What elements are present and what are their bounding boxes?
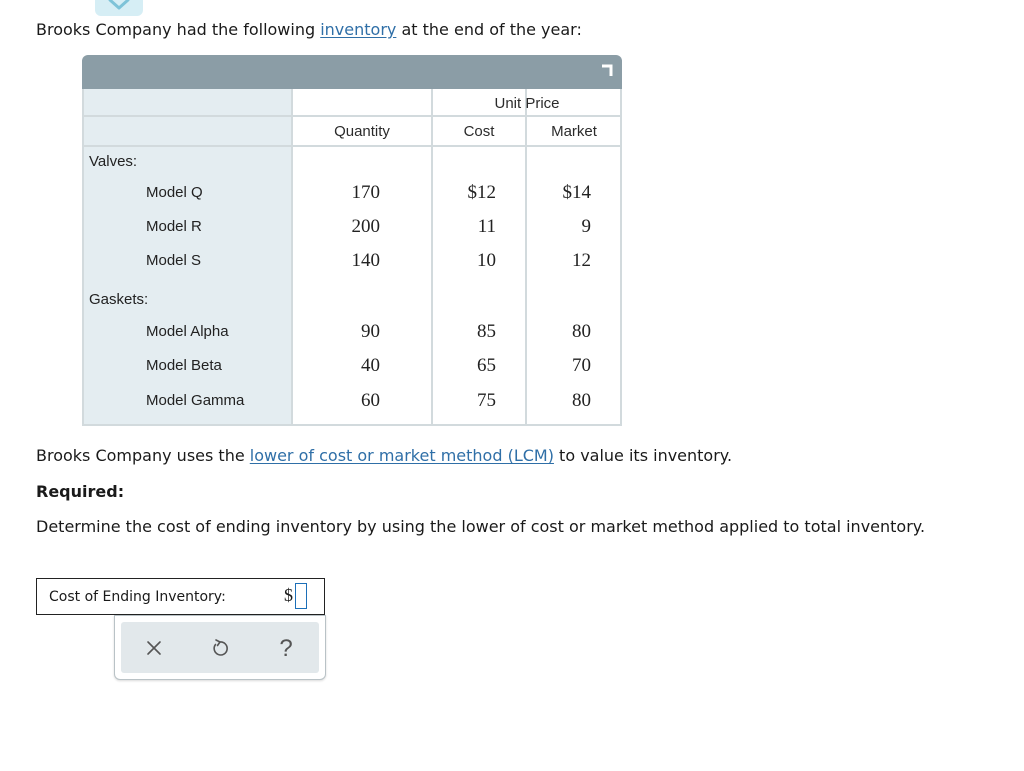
market-cell: 9: [581, 216, 591, 237]
row-label: Model Beta: [146, 357, 222, 374]
quantity-cell: 200: [351, 216, 380, 237]
cost-cell: $12: [467, 182, 496, 203]
cost-header: Cost: [463, 123, 495, 140]
quantity-cell: 60: [361, 390, 380, 411]
lcm-link[interactable]: lower of cost or market method (LCM): [249, 446, 554, 465]
market-cell: 12: [572, 250, 591, 271]
cost-cell: 65: [477, 355, 496, 376]
help-icon: [272, 634, 300, 662]
method-text: Brooks Company uses the lower of cost or market method (LCM) to value its inventory.: [36, 446, 733, 465]
reset-button[interactable]: [206, 634, 234, 662]
group-label-valves: Valves:: [89, 153, 138, 170]
expand-tab[interactable]: [95, 0, 143, 16]
row-label: Model Alpha: [146, 323, 229, 340]
clear-button[interactable]: [140, 634, 168, 662]
answer-toolbar: [114, 615, 326, 680]
answer-row: [36, 578, 325, 615]
quantity-cell: 170: [351, 182, 380, 203]
intro-text: Brooks Company had the following inventory at the end of the year:: [36, 20, 582, 39]
svg-text:?: ?: [279, 635, 293, 662]
cost-cell: 85: [477, 321, 496, 342]
cost-cell: 10: [477, 250, 496, 271]
required-label: Required:: [36, 482, 125, 501]
market-cell: 80: [572, 390, 591, 411]
answer-label: Cost of Ending Inventory:: [49, 589, 226, 605]
unit-price-header: Unit Price: [494, 95, 560, 112]
quantity-cell: 40: [361, 355, 380, 376]
cost-cell: 11: [477, 216, 496, 237]
chevron-down-icon: [108, 0, 130, 10]
expand-corner-icon[interactable]: [600, 63, 614, 77]
reset-icon: [206, 634, 234, 662]
inventory-link[interactable]: inventory: [320, 20, 397, 39]
group-label-gaskets: Gaskets:: [89, 291, 149, 308]
cost-of-ending-inventory-input[interactable]: [295, 583, 307, 609]
instructions-text: Determine the cost of ending inventory by using the lower of cost or market method applied to total inventory.: [36, 517, 926, 536]
market-cell: 80: [572, 321, 591, 342]
quantity-cell: 90: [361, 321, 380, 342]
market-cell: 70: [572, 355, 591, 376]
market-header: Market: [551, 123, 597, 140]
row-label: Model R: [146, 218, 202, 235]
cost-cell: 75: [477, 390, 496, 411]
row-label: Model S: [146, 252, 202, 269]
help-button[interactable]: [272, 634, 300, 662]
close-icon: [140, 634, 168, 662]
quantity-header: Quantity: [334, 123, 390, 140]
inventory-table: [82, 55, 622, 426]
table-header-bar: [82, 55, 622, 89]
row-label: Model Q: [146, 184, 203, 201]
row-label: Model Gamma: [146, 392, 245, 409]
market-cell: $14: [562, 182, 591, 203]
currency-symbol: $: [284, 585, 293, 605]
quantity-cell: 140: [351, 250, 380, 271]
